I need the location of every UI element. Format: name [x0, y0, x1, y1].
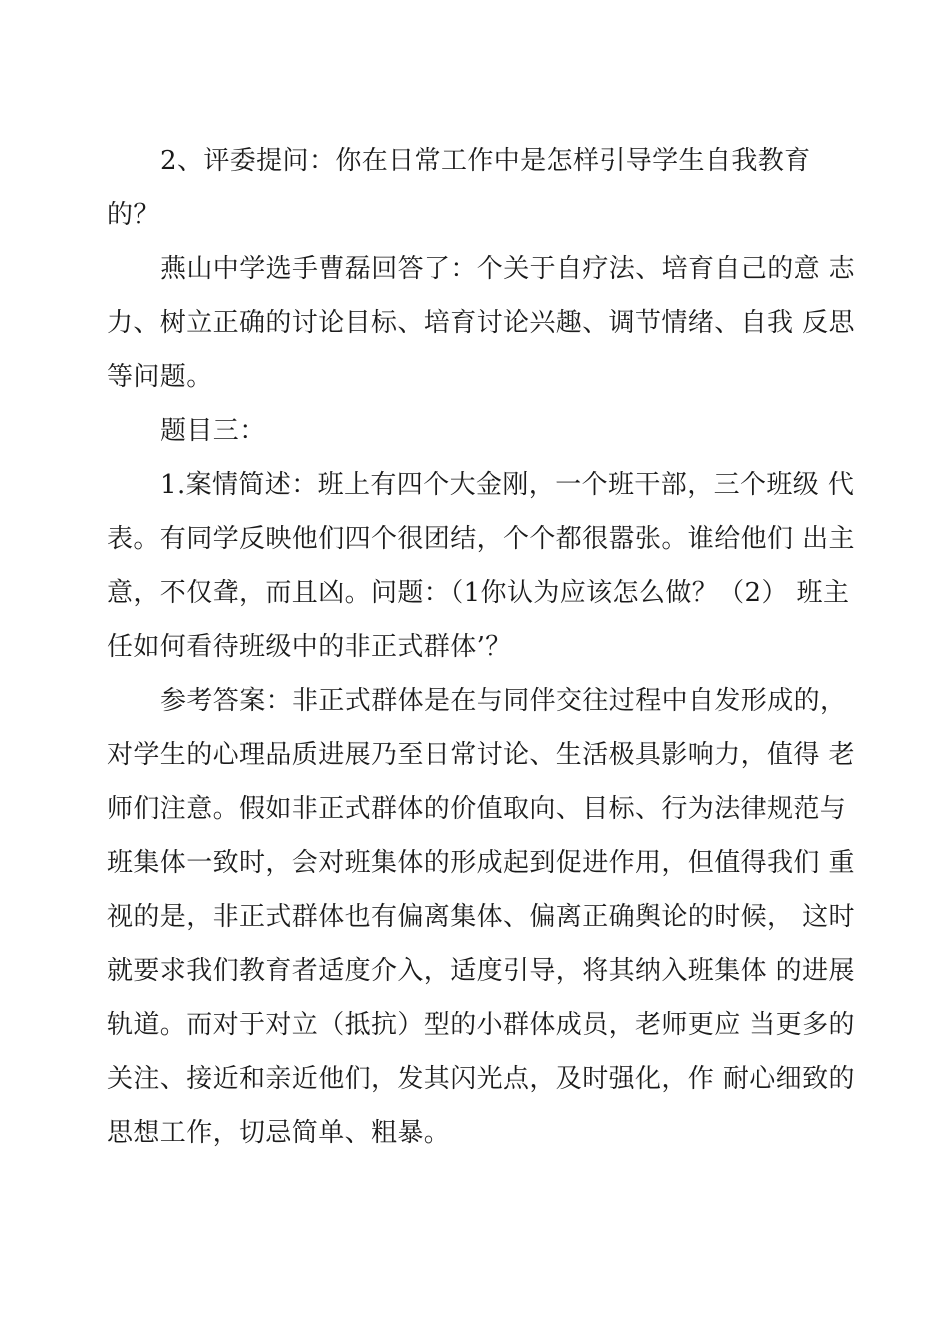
case-line-2: 表。有同学反映他们四个很团结，个个都很嚣张。谁给他们 出主: [107, 524, 855, 554]
reference-answer-line-8: 关注、接近和亲近他们，发其闪光点，及时强化，作 耐心细致的: [107, 1064, 855, 1094]
reference-answer-line-9: 思想工作，切忌简单、粗暴。: [107, 1118, 451, 1148]
reference-answer-line-3: 师们注意。假如非正式群体的价值取向、目标、行为法律规范与: [107, 794, 847, 824]
reference-answer-line-7: 轨道。而对于对立（抵抗）型的小群体成员，老师更应 当更多的: [107, 1010, 855, 1040]
case-line-1: 1.案情简述：班上有四个大金刚，一个班干部，三个班级 代: [160, 470, 855, 500]
case-line-4: 任如何看待班级中的非正式群体’？: [107, 632, 512, 662]
reference-answer-line-2: 对学生的心理品质进展乃至日常讨论、生活极具影响力，值得 老: [107, 740, 855, 770]
case-line-3: 意，不仅聋，而且凶。问题：（1你认为应该怎么做？（2） 班主: [107, 578, 850, 608]
reference-answer-line-6: 就要求我们教育者适度介入，适度引导，将其纳入班集体 的进展: [107, 956, 855, 986]
reference-answer-line-5: 视的是，非正式群体也有偏离集体、偏离正确舆论的时候， 这时: [107, 902, 855, 932]
reference-answer-line-4: 班集体一致时，会对班集体的形成起到促进作用，但值得我们 重: [107, 848, 855, 878]
reference-answer-line-1: 参考答案：非正式群体是在与同伴交往过程中自发形成的，: [160, 686, 847, 716]
question-2-line-1: 2、评委提问：你在日常工作中是怎样引导学生自我教育: [160, 146, 811, 176]
answer-2-line-2: 力、树立正确的讨论目标、培育讨论兴趣、调节情绪、自我 反思: [107, 308, 855, 338]
topic-3-heading: 题目三：: [160, 416, 266, 446]
answer-2-line-3: 等问题。: [107, 362, 213, 392]
question-2-line-2: 的？: [107, 200, 160, 230]
answer-2-line-1: 燕山中学选手曹磊回答了：个关于自疗法、培育自己的意 志: [160, 254, 856, 284]
document-body: [107, 134, 867, 1160]
